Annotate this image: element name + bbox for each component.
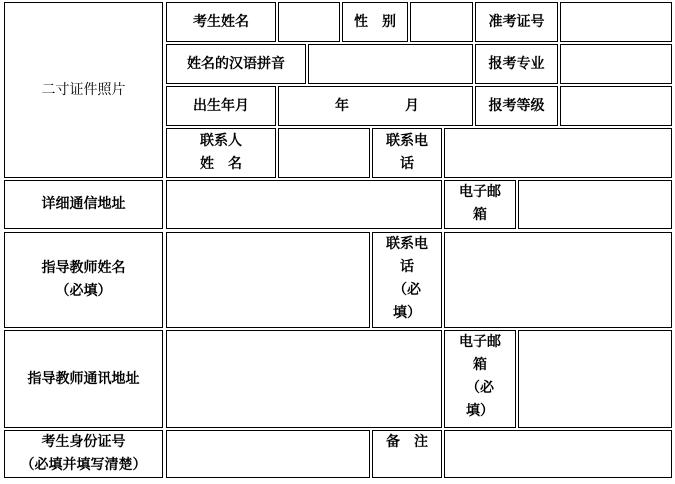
teacher-name-label-cell	[4, 232, 163, 328]
teacher-name-label: 指导教师姓名 （必填）	[41, 260, 126, 299]
id-number-label: 考生身份证号 （必填并填写清楚）	[20, 434, 147, 473]
level-label-cell	[475, 86, 558, 126]
name-input-cell[interactable]	[278, 2, 340, 42]
address-label-cell	[4, 180, 163, 229]
photo-label: 二寸证件照片	[41, 81, 126, 98]
name-label-cell	[166, 2, 276, 42]
level-input-cell[interactable]	[560, 86, 672, 126]
photo-label-cell	[4, 2, 163, 178]
remarks-input-cell[interactable]	[444, 430, 672, 478]
teacher-address-label-cell	[4, 330, 163, 428]
gender-label-cell	[342, 2, 408, 42]
email-input-cell[interactable]	[518, 180, 672, 229]
teacher-name-input-cell[interactable]	[166, 232, 370, 328]
teacher-phone-input-cell[interactable]	[444, 232, 672, 328]
pinyin-label-cell	[166, 44, 306, 84]
birth-input-cell[interactable]	[278, 86, 473, 126]
id-number-input-cell[interactable]	[166, 430, 370, 478]
major-label: 报考专业	[488, 55, 545, 72]
address-input-cell[interactable]	[166, 180, 442, 229]
birth-label: 出生年月	[193, 97, 249, 114]
major-input-cell[interactable]	[560, 44, 672, 84]
contact-phone-input-cell[interactable]	[444, 128, 672, 178]
teacher-address-label: 指导教师通讯地址	[27, 370, 140, 387]
admission-no-label: 准考证号	[488, 13, 545, 30]
contact-person-label: 联系人 姓 名	[200, 133, 242, 172]
gender-label: 性 别	[354, 13, 396, 30]
remarks-label: 备 注	[386, 434, 428, 450]
teacher-phone-label-cell	[372, 232, 442, 328]
major-label-cell	[475, 44, 558, 84]
admission-no-label-cell	[475, 2, 558, 42]
teacher-email-label-cell	[444, 330, 516, 428]
teacher-email-label: 电子邮 箱 （必 填）	[459, 334, 501, 419]
birth-year-unit: 年	[335, 98, 349, 114]
contact-person-label-cell	[166, 128, 276, 178]
teacher-address-input-cell[interactable]	[166, 330, 442, 428]
contact-person-input-cell[interactable]	[278, 128, 370, 178]
name-label: 考生姓名	[193, 13, 249, 30]
birth-month-unit: 月	[405, 98, 419, 114]
email-label-cell	[444, 180, 516, 229]
pinyin-label: 姓名的汉语拼音	[187, 55, 285, 72]
contact-phone-label-cell	[372, 128, 442, 178]
birth-label-cell	[166, 86, 276, 126]
remarks-label-cell	[372, 430, 442, 478]
address-label: 详细通信地址	[41, 196, 126, 212]
email-label: 电子邮 箱	[459, 184, 501, 223]
teacher-email-input-cell[interactable]	[518, 330, 672, 428]
contact-phone-label: 联系电 话	[386, 133, 428, 172]
teacher-phone-label: 联系电 话 （必 填）	[386, 236, 428, 321]
id-number-label-cell	[4, 430, 163, 478]
gender-input-cell[interactable]	[410, 2, 473, 42]
pinyin-input-cell[interactable]	[308, 44, 473, 84]
level-label: 报考等级	[488, 97, 545, 114]
admission-no-input-cell[interactable]	[560, 2, 672, 42]
